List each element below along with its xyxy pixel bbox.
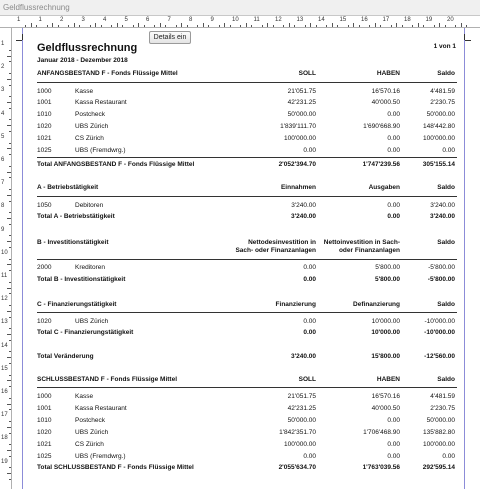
crop-mark xyxy=(464,34,465,40)
report-period: Januar 2018 - Dezember 2018 xyxy=(37,57,128,64)
account-number: 1000 xyxy=(37,88,52,95)
total-definancing: 10'000.00 xyxy=(371,329,400,336)
section-header xyxy=(37,184,457,194)
definancing-value: 10'000.00 xyxy=(371,318,400,325)
account-name: UBS (Fremdwrg.) xyxy=(75,147,126,154)
section-title: A - Betriebstätigkeit xyxy=(37,184,99,191)
total-label: Total A - Betriebstätigkeit xyxy=(37,213,115,220)
ruler-number: 14 xyxy=(1,342,8,349)
ruler-number: 15 xyxy=(339,17,347,23)
account-number: 1021 xyxy=(37,135,52,142)
column-header-investment xyxy=(324,239,400,255)
column-header-disinvestment xyxy=(235,239,316,255)
total-debit: 2'052'394.70 xyxy=(278,161,316,168)
account-name: Debitoren xyxy=(75,202,104,209)
ruler-number: 8 xyxy=(189,17,193,23)
total-label: Total B - Investitionstätigkeit xyxy=(37,276,126,283)
ruler-number: 18 xyxy=(404,17,411,23)
section-title: C - Finanzierungstätigkeit xyxy=(37,301,117,308)
ruler-number: 16 xyxy=(361,17,368,23)
ruler-number: 17 xyxy=(1,412,8,419)
account-number: 2000 xyxy=(37,264,52,271)
balance-value: 2'230.75 xyxy=(430,99,455,106)
details-toggle-button[interactable]: Details ein xyxy=(149,31,191,44)
table-row xyxy=(37,202,457,212)
total-label: Total SCHLUSSBESTAND F - Fonds Flüssige Mittel xyxy=(37,464,194,471)
income-value: 3'240.00 xyxy=(291,202,316,209)
ruler-number: 12 xyxy=(275,17,282,23)
column-header-balance: Saldo xyxy=(437,70,455,77)
total-credit: 1'747'239.56 xyxy=(362,161,400,168)
debit-value: 21'051.75 xyxy=(287,88,316,95)
ruler-number: 7 xyxy=(167,17,171,23)
balance-value: 148'442.80 xyxy=(423,123,455,130)
ruler-number: 19 xyxy=(425,17,433,23)
balance-value: 50'000.00 xyxy=(426,111,455,118)
account-name: Kassa Restaurant xyxy=(75,99,127,106)
total-income: 3'240.00 xyxy=(290,213,316,220)
header-rule xyxy=(37,259,457,260)
balance-value: 100'000.00 xyxy=(423,441,455,448)
table-row xyxy=(37,318,457,328)
ruler-number: 14 xyxy=(318,17,325,23)
ruler-number: 11 xyxy=(253,17,260,23)
ruler-number: 1 xyxy=(17,17,21,23)
table-row xyxy=(37,441,457,451)
table-row xyxy=(37,111,457,121)
debit-value: 0.00 xyxy=(303,453,316,460)
financing-value: 0.00 xyxy=(303,318,316,325)
debit-value: 100'000.00 xyxy=(284,441,316,448)
ruler-number: 8 xyxy=(1,203,5,210)
column-header-income: Einnahmen xyxy=(280,184,316,191)
ruler-number: 20 xyxy=(447,17,454,23)
header-rule xyxy=(37,82,457,83)
balance-value: 135'882.80 xyxy=(423,429,455,436)
column-header-financing: Finanzierung xyxy=(275,301,316,308)
account-name: CS Zürich xyxy=(75,441,104,448)
total-balance: 3'240.00 xyxy=(429,213,455,220)
credit-value: 0.00 xyxy=(387,453,400,460)
credit-value: 40'000.50 xyxy=(371,99,400,106)
balance-value: 4'481.59 xyxy=(430,88,455,95)
table-row xyxy=(37,123,457,133)
column-header-balance: Saldo xyxy=(437,301,455,308)
column-header-line: oder Finanzanlagen xyxy=(338,247,400,254)
debit-value: 100'000.00 xyxy=(284,135,316,142)
ruler-number: 3 xyxy=(1,87,5,94)
section-title: SCHLUSSBESTAND F - Fonds Flüssige Mittel xyxy=(37,376,177,383)
balance-value: 2'230.75 xyxy=(430,405,455,412)
table-row xyxy=(37,147,457,157)
disinvestment-value: 0.00 xyxy=(303,264,316,271)
account-number: 1020 xyxy=(37,429,52,436)
debit-value: 42'231.25 xyxy=(287,99,316,106)
header-rule xyxy=(37,387,457,388)
table-row xyxy=(37,135,457,145)
ruler-number: 11 xyxy=(1,273,8,279)
total-change-out: 15'800.00 xyxy=(371,353,400,360)
total-label: Total ANFANGSBESTAND F - Fonds Flüssige Mittel xyxy=(37,161,195,168)
balance-value: 0.00 xyxy=(442,453,455,460)
section-header xyxy=(37,70,457,80)
ruler-number: 4 xyxy=(103,17,107,23)
column-header-credit: HABEN xyxy=(376,70,400,77)
ruler-number: 12 xyxy=(1,296,8,303)
debit-value: 42'231.25 xyxy=(287,405,316,412)
ruler-number: 18 xyxy=(1,435,8,442)
horizontal-ruler[interactable] xyxy=(0,16,480,28)
account-name: Kasse xyxy=(75,88,94,95)
total-balance: -10'000.00 xyxy=(424,329,455,336)
page-margin-left xyxy=(22,28,23,489)
account-number: 1020 xyxy=(37,318,52,325)
debit-value: 0.00 xyxy=(303,147,316,154)
credit-value: 0.00 xyxy=(387,135,400,142)
balance-value: 0.00 xyxy=(442,147,455,154)
ruler-number: 16 xyxy=(1,389,8,395)
ruler-number: 6 xyxy=(1,157,5,163)
ruler-number: 10 xyxy=(1,249,8,256)
total-change-balance: -12'560.00 xyxy=(424,353,455,360)
ruler-number: 1 xyxy=(38,17,42,23)
ruler-number: 2 xyxy=(1,64,5,71)
ruler-number: 5 xyxy=(1,133,5,140)
ruler-number: 9 xyxy=(210,17,214,23)
column-header-line: Sach- oder Finanzanlagen xyxy=(235,247,316,254)
debit-value: 50'000.00 xyxy=(287,111,316,118)
column-header-debit: SOLL xyxy=(298,376,316,383)
account-name: Postcheck xyxy=(75,417,105,424)
total-row xyxy=(37,213,457,223)
column-header-expenses: Ausgaben xyxy=(368,184,400,191)
window-title: Geldflussrechnung xyxy=(3,3,70,12)
account-number: 1020 xyxy=(37,123,52,130)
ruler-number: 17 xyxy=(382,17,390,23)
credit-value: 0.00 xyxy=(387,417,400,424)
header-rule xyxy=(37,196,457,197)
header-rule xyxy=(37,312,457,313)
table-row xyxy=(37,429,457,439)
debit-value: 21'051.75 xyxy=(287,393,316,400)
ruler-number: 10 xyxy=(232,17,239,23)
account-name: Kassa Restaurant xyxy=(75,405,127,412)
column-header-definancing: Definanzierung xyxy=(353,301,400,308)
account-name: CS Zürich xyxy=(75,135,104,142)
ruler-number: 1 xyxy=(1,41,5,47)
crop-mark xyxy=(465,40,471,41)
account-number: 1010 xyxy=(37,417,52,424)
total-change-in: 3'240.00 xyxy=(290,353,316,360)
total-row xyxy=(37,329,457,339)
account-name: Postcheck xyxy=(75,111,105,118)
total-label: Total C - Finanzierungstätigkeit xyxy=(37,329,134,336)
page-indicator: 1 von 1 xyxy=(433,43,456,50)
total-disinvestment: 0.00 xyxy=(303,276,316,283)
account-number: 1001 xyxy=(37,405,52,412)
account-name: UBS Zürich xyxy=(75,429,109,436)
balance-value: 3'240.00 xyxy=(430,202,455,209)
total-balance: -5'800.00 xyxy=(427,276,455,283)
table-row xyxy=(37,88,457,98)
credit-value: 0.00 xyxy=(387,111,400,118)
total-credit: 1'763'039.56 xyxy=(362,464,400,471)
total-label: Total Veränderung xyxy=(37,353,94,360)
table-row xyxy=(37,99,457,109)
table-row xyxy=(37,393,457,403)
window-titlebar xyxy=(0,0,480,16)
ruler-number: 4 xyxy=(1,110,5,117)
account-name: UBS Zürich xyxy=(75,318,109,325)
section-header xyxy=(37,376,457,386)
total-expenses: 0.00 xyxy=(387,213,400,220)
balance-value: 4'481.59 xyxy=(430,393,455,400)
account-number: 1000 xyxy=(37,393,52,400)
total-debit: 2'055'634.70 xyxy=(278,464,316,471)
ruler-number: 6 xyxy=(146,17,150,23)
ruler-number: 5 xyxy=(124,17,128,23)
total-balance: 305'155.14 xyxy=(422,161,455,168)
ruler-number: 3 xyxy=(81,17,85,23)
section-title: ANFANGSBESTAND F - Fonds Flüssige Mittel xyxy=(37,70,178,77)
credit-value: 0.00 xyxy=(387,441,400,448)
account-number: 1010 xyxy=(37,111,52,118)
section-header xyxy=(37,301,457,311)
balance-value: -5'800.00 xyxy=(428,264,455,271)
expense-value: 0.00 xyxy=(387,202,400,209)
total-rule xyxy=(37,157,457,158)
total-balance: 292'595.14 xyxy=(422,464,455,471)
table-row xyxy=(37,453,457,463)
ruler-number: 2 xyxy=(60,17,64,23)
balance-value: 50'000.00 xyxy=(426,417,455,424)
section-title: B - Investitionstätigkeit xyxy=(37,239,109,246)
page-margin-right xyxy=(464,28,465,489)
table-row xyxy=(37,405,457,415)
credit-value: 40'000.50 xyxy=(371,405,400,412)
ruler-number: 13 xyxy=(296,17,304,23)
column-header-debit: SOLL xyxy=(298,70,316,77)
debit-value: 1'839'111.70 xyxy=(280,123,316,130)
account-name: Kreditoren xyxy=(75,264,105,271)
credit-value: 0.00 xyxy=(387,147,400,154)
column-header-balance: Saldo xyxy=(437,184,455,191)
account-number: 1025 xyxy=(37,453,52,460)
column-header-balance: Saldo xyxy=(437,239,455,246)
credit-value: 16'570.16 xyxy=(371,88,400,95)
account-number: 1025 xyxy=(37,147,52,154)
balance-value: 100'000.00 xyxy=(423,135,455,142)
total-investment: 5'800.00 xyxy=(374,276,400,283)
section-header xyxy=(37,239,457,259)
total-row xyxy=(37,276,457,286)
account-number: 1001 xyxy=(37,99,52,106)
credit-value: 1'690'668.90 xyxy=(363,123,400,130)
table-row xyxy=(37,264,457,274)
total-change-row xyxy=(37,353,457,363)
column-header-balance: Saldo xyxy=(437,376,455,383)
crop-mark xyxy=(16,40,22,41)
total-row xyxy=(37,161,457,171)
ruler-number: 19 xyxy=(1,458,8,465)
total-row xyxy=(37,464,457,474)
vertical-ruler[interactable] xyxy=(0,28,12,489)
column-header-line: Nettoinvestition in Sach- xyxy=(323,239,400,246)
ruler-number: 9 xyxy=(1,226,5,233)
balance-value: -10'000.00 xyxy=(424,318,455,325)
account-name: UBS (Fremdwrg.) xyxy=(75,453,126,460)
column-header-line: Nettodesinvestition in xyxy=(248,239,316,246)
table-row xyxy=(37,417,457,427)
report-title: Geldflussrechnung xyxy=(37,42,138,54)
debit-value: 50'000.00 xyxy=(287,417,316,424)
ruler-number: 7 xyxy=(1,180,5,187)
account-number: 1050 xyxy=(37,202,52,209)
investment-value: 5'800.00 xyxy=(375,264,400,271)
column-header-credit: HABEN xyxy=(376,376,400,383)
ruler-number: 13 xyxy=(1,319,8,326)
credit-value: 16'570.16 xyxy=(371,393,400,400)
account-name: Kasse xyxy=(75,393,94,400)
debit-value: 1'842'351.70 xyxy=(279,429,316,436)
account-number: 1021 xyxy=(37,441,52,448)
total-financing: 0.00 xyxy=(303,329,316,336)
crop-mark xyxy=(22,34,23,40)
ruler-number: 15 xyxy=(1,365,8,372)
credit-value: 1'706'468.90 xyxy=(363,429,400,436)
account-name: UBS Zürich xyxy=(75,123,109,130)
